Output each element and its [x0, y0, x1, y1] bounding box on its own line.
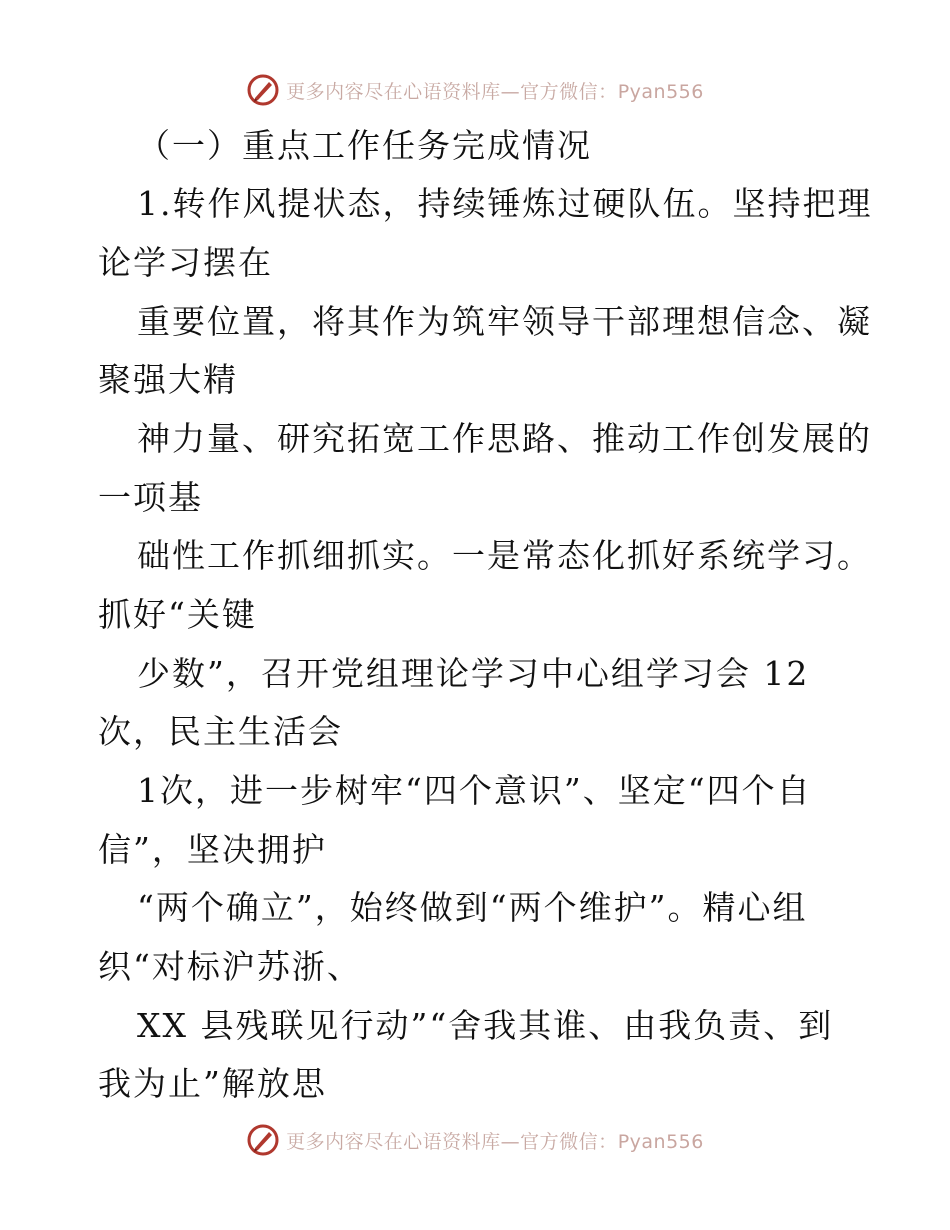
section-heading: （一）重点工作任务完成情况	[137, 126, 592, 165]
paragraph-line: 抓好“关键	[98, 595, 257, 634]
watermark-suffix: 官方微信：	[520, 1130, 618, 1153]
paragraph-line: 论学习摆在	[98, 243, 273, 282]
pen-logo-icon	[246, 73, 280, 107]
paragraph-line: 1次，进一步树牢“四个意识”、坚定“四个自	[137, 771, 812, 810]
watermark-wechat-id: Pyan556	[617, 80, 704, 103]
paragraph-line: 聚强大精	[98, 360, 238, 399]
watermark-separator: —	[500, 1130, 521, 1153]
watermark-suffix: 官方微信：	[520, 80, 618, 103]
watermark-text	[286, 77, 704, 104]
watermark-brand: 更多内容尽在心语资料库	[286, 1130, 501, 1153]
pen-logo-icon	[246, 1123, 280, 1157]
watermark-brand: 更多内容尽在心语资料库	[286, 80, 501, 103]
paragraph-line: 少数”，召开党组理论学习中心组学习会 12	[137, 654, 810, 693]
watermark-header	[0, 70, 950, 110]
paragraph-line: 础性工作抓细抓实。一是常态化抓好系统学习。	[137, 536, 872, 575]
paragraph-line: 一项基	[98, 478, 203, 517]
watermark-footer	[0, 1120, 950, 1160]
paragraph-line: 神力量、研究拓宽工作思路、推动工作创发展的	[137, 419, 872, 458]
watermark-separator: —	[500, 80, 521, 103]
paragraph-line: 我为止”解放思	[98, 1064, 327, 1103]
paragraph-line: 信”，坚决拥护	[98, 830, 327, 869]
watermark-wechat-id: Pyan556	[617, 1130, 704, 1153]
paragraph-line: 织“对标沪苏浙、	[98, 947, 362, 986]
paragraph-line: 重要位置，将其作为筑牢领导干部理想信念、凝	[137, 302, 872, 341]
paragraph-line: “两个确立”，始终做到“两个维护”。精心组	[137, 888, 808, 927]
paragraph-line: 次，民主生活会	[98, 712, 343, 751]
paragraph-line: 1.转作风提状态，持续锤炼过硬队伍。坚持把理	[137, 184, 873, 223]
watermark-text	[286, 1127, 704, 1154]
paragraph-line: XX 县残联见行动”“舍我其谁、由我负责、到	[137, 1006, 834, 1045]
